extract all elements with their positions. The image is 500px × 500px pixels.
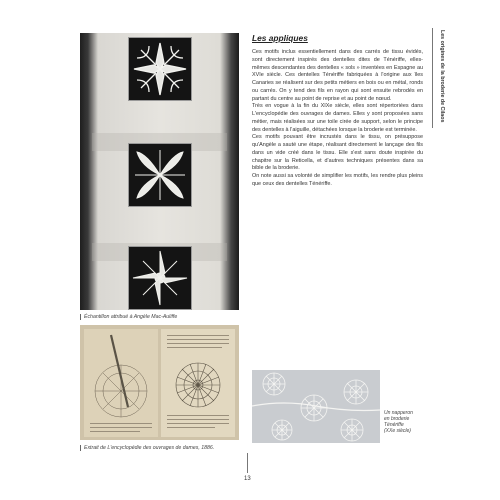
lace-motif-cross <box>128 246 192 310</box>
book-right-page <box>161 329 235 437</box>
doily-caption <box>384 410 434 434</box>
running-head-text: Les origines de la broderie de Cilaos <box>439 30 445 123</box>
article-heading: Les appliques <box>252 33 308 43</box>
lace-motif-star <box>128 37 192 101</box>
page-number: 13 <box>244 476 251 482</box>
article-paragraph: Très en vogue à la fin du XIXe siècle, elles sont répertoriées dans L'encyclopédie des ouvrages de dames. Elles y sont proposées sans métier, mais réalisées sur une toile cirée de support, selon le principe des dentelles à l'aiguille, détachées lorsque la broderie est terminée. <box>252 103 423 133</box>
doily-caption-line: Un napperon <box>384 410 413 416</box>
lace-motif-leaves <box>128 143 192 207</box>
running-head-rule <box>432 28 433 128</box>
encyclopedia-caption: Extrait de L'encyclopédie des ouvrages de dames, 1886. <box>80 445 214 451</box>
doily-caption-line: en broderie <box>384 416 410 422</box>
page-number-rule <box>247 453 248 473</box>
fabric-sample-photo <box>80 33 239 310</box>
tenerife-doily-image <box>252 370 380 443</box>
sample-caption: Échantillon attribué à Angèle Mac-Auliffe <box>80 314 177 320</box>
article <box>252 33 423 189</box>
doily-caption-line: Ténériffe <box>384 422 404 428</box>
doily-photo <box>252 370 380 443</box>
wheel-diagram <box>161 329 235 437</box>
book-left-page <box>84 329 158 437</box>
article-paragraph: Ces motifs inclus essentiellement dans des carrés de tissu évidés, sont directement inspirés des dentelles dites de Ténériffe, elles-mêmes descendantes des dentelles « sols » inventées en Espagne au XVIe siècle. Ces dentelles Ténériffe fabriquées à l'origine aux îles Canaries se réalisent sur des petits métiers en bois ou en métal, ronds ou carrés. On y tend des fils en rayon qui sont ensuite rebrodés en partant du centre au point de reprise et au point de nœud. <box>252 49 423 102</box>
article-paragraph: Ces motifs pouvant être incrustés dans le tissu, on présuppose qu'Angèle a sauté une étape, réalisant directement le lançage des fils dans un vide créé dans le tissu. Elle s'est sans doute inspirée du chapitre sur la Reticella, et d'autres techniques présentes dans sa bible de la broderie. <box>252 134 423 172</box>
doily-caption-line: (XXe siècle) <box>384 428 411 434</box>
running-head <box>438 30 444 200</box>
ruler-diagram <box>84 329 158 437</box>
article-paragraph: On note aussi sa volonté de simplifier les motifs, les rendre plus pleins que ceux des dentelles Ténériffe. <box>252 173 423 187</box>
encyclopedia-photo <box>80 325 239 440</box>
